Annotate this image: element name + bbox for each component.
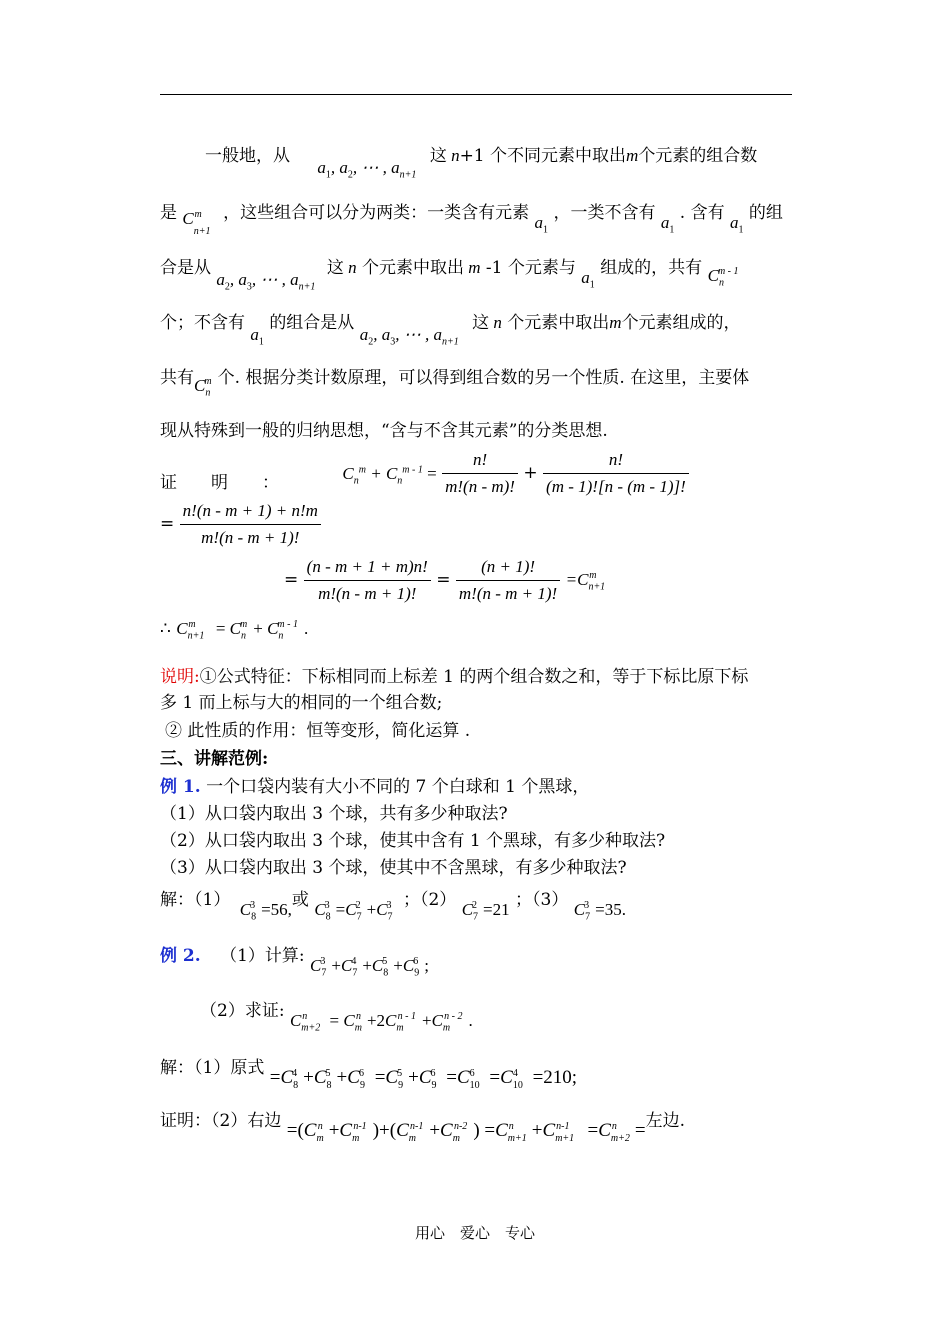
para-line-2: 是 $C_{n+1}^m$ ，这些组合可以分为两类：一类含有元素 $a_1$ ，一类不含有 $a_1$ . 含有 $a_1$ 的组 xyxy=(160,203,783,238)
value: 56 xyxy=(270,900,288,919)
ex1-q1 xyxy=(160,803,508,825)
text: （2）求证: xyxy=(200,1001,285,1021)
text: 个元素的组合数 xyxy=(638,146,758,166)
text: ② 此性质的作用：恒等变形，简化运算 . xyxy=(165,721,471,741)
para-line-6 xyxy=(160,420,608,442)
ex1-q2 xyxy=(160,830,665,852)
text: 一个口袋内装有大小不同的 7 个白球和 1 个黑球， xyxy=(206,777,590,797)
ex2-proof: 证明：（2）右边 $=(C_m^n +C_m^{n-1}$ )$+(C_m^{n-1} +C_m^{n-2}$ ) $=C_{m+1}^n +C_{m+1}^{n-1} =C_{m+2}^n$ =左边. xyxy=(160,1111,686,1144)
footer: 用心 爱心 专心 xyxy=(414,1224,535,1242)
text: （1）从口袋内取出 3 个球，共有多少种取法? xyxy=(160,804,508,824)
text: ①公式特征：下标相同而上标差 1 的两个组合数之和，等于下标比原下标 xyxy=(199,667,749,687)
text: 解：（1）原式 xyxy=(160,1058,265,1078)
text: 个元素组成的， xyxy=(621,313,741,333)
ex2-q2: （2）求证: $C_{m+2}^n = C_m^n +2C_m^{n - 1} +C_m^{n - 2}$ . xyxy=(200,1001,473,1034)
text: 多 1 而上标与大的相同的一个组合数; xyxy=(160,693,443,713)
para-line-1: 一般地，从 $a_1$, $a_2$, ⋯ , $a_{n+1}$ 这 n+1 个不同元素中取出m个元素的组合数 xyxy=(205,146,758,181)
ex2-line: 例 2. （1）计算: $C_7^3 +C_7^4 +C_8^5 +C_9^6$ ; xyxy=(160,946,429,979)
text: 个元素与 xyxy=(507,258,576,278)
text: ，一类不含有 xyxy=(553,203,656,223)
note-line-2 xyxy=(160,692,442,714)
text: 合是从 xyxy=(160,258,211,278)
value: 210 xyxy=(543,1067,572,1088)
ex1-solution: 解：（1） $C_8^3 =56$,或 $C_8^3 =C_7^2 +C_7^3$ ；（2） $C_7^2 =21$ ；（3） $C_7^3 =35$. xyxy=(160,890,626,923)
text: 个. 根据分类计数原理，可以得到组合数的另一个性质. 在这里，主要体 xyxy=(217,368,750,388)
text: 共有 xyxy=(160,368,194,388)
text: 个元素中取出 xyxy=(361,258,464,278)
proof-line-1: 证 明 ： $C_n^m + C_n^{m - 1}$ = $\frac{n!}{m!(n - m)!}$ + $\frac{n!}{(m - 1)![n - (m - 1)]!}$ xyxy=(160,449,689,498)
proof-label: 证 明 ： xyxy=(160,473,279,493)
proof-line-2: = $\frac{n!(n - m + 1) + n!m}{m!(n - m + 1)!}$ xyxy=(160,500,321,549)
text: （2）从口袋内取出 3 个球，使其中含有 1 个黑球，有多少种取法? xyxy=(160,831,666,851)
text: ；（2） xyxy=(402,890,457,910)
ex2-label: 例 2. xyxy=(160,946,201,966)
text: 个元素中取出 xyxy=(507,313,610,333)
text: 或 xyxy=(291,890,309,910)
text: ，这些组合可以分为两类：一类含有元素 xyxy=(223,203,530,223)
value: 35 xyxy=(604,900,622,919)
text: （1）计算: xyxy=(220,946,305,966)
note-line-3 xyxy=(165,720,470,742)
header-rule xyxy=(160,94,792,95)
therefore-line: ∴ $C_{n+1}^m = C_n^m + C_n^{m - 1}$ . xyxy=(160,619,309,642)
therefore-symbol: ∴ xyxy=(160,619,171,639)
text: 个；不含有 xyxy=(160,313,245,333)
text: （3）从口袋内取出 3 个球，使其中不含黑球，有多少种取法? xyxy=(160,858,627,878)
value: 21 xyxy=(492,900,510,919)
text: 的组 xyxy=(748,203,783,223)
text: . 含有 xyxy=(679,203,725,223)
section-title xyxy=(160,748,268,770)
ex1-line xyxy=(160,776,589,798)
text: 证明：（2）右边 xyxy=(160,1111,282,1131)
para-line-3: 合是从 $a_2$, $a_3$, ⋯ , $a_{n+1}$ 这 n 个元素中取出 m -1 个元素与 $a_1$ 组成的，共有 $C_n^{m - 1}$ xyxy=(160,258,739,293)
text: 解：（1） xyxy=(160,890,231,910)
text: 一般地，从 xyxy=(205,146,290,166)
text: 这 xyxy=(429,146,447,166)
text: 三、讲解范例: xyxy=(160,749,269,769)
ex1-q3 xyxy=(160,857,627,879)
ex1-label: 例 1. xyxy=(160,777,201,797)
text: 是 xyxy=(160,203,177,223)
ex2-solution: 解：（1）原式 $=C_8^4 +C_8^5 +C_9^6 =C_9^5 +C_9^6 =C_{10}^6 =C_{10}^4 =210$; xyxy=(160,1058,578,1091)
text: 的组合是从 xyxy=(269,313,355,333)
para-line-4: 个；不含有 $a_1$ 的组合是从 $a_2$, $a_3$, ⋯ , $a_{n+1}$ 这 n 个元素中取出m个元素组成的， xyxy=(160,313,741,348)
text: 个不同元素中取出 xyxy=(490,146,627,166)
para-line-5: 共有$C_n^m$ 个. 根据分类计数原理，可以得到组合数的另一个性质. 在这里，主要体 xyxy=(160,368,750,399)
text: 左边. xyxy=(645,1111,686,1131)
text: 这 xyxy=(326,258,344,278)
proof-line-3: = $\frac{(n - m + 1 + m)n!}{m!(n - m + 1)!}$ = $\frac{(n + 1)!}{m!(n - m + 1)!}$ $=C_{n+1}^m$ xyxy=(284,557,606,603)
note-label: 说明: xyxy=(160,667,200,687)
text: ；（3） xyxy=(515,890,569,910)
note-line-1 xyxy=(160,666,748,688)
text: 现从特殊到一般的归纳思想，“含与不含其元素”的分类思想. xyxy=(160,421,608,441)
text: 组成的，共有 xyxy=(600,258,703,278)
text: 这 xyxy=(472,313,490,333)
